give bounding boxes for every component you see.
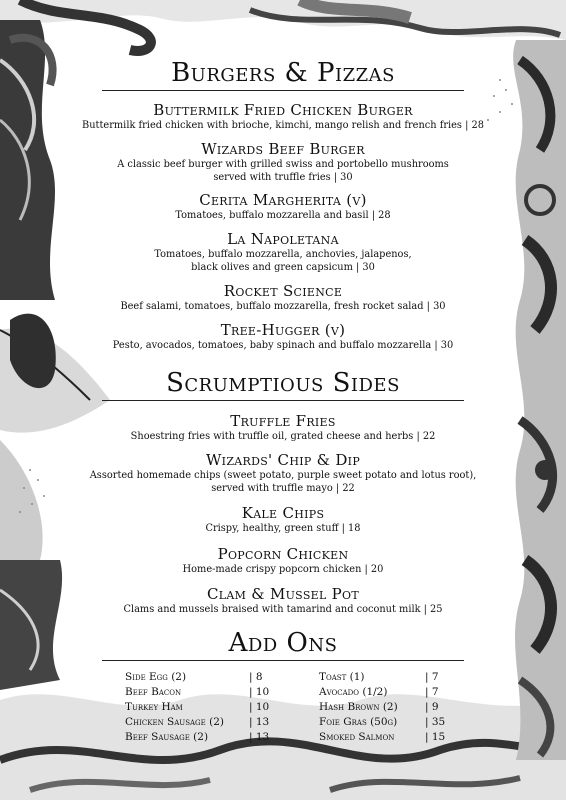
section-divider <box>102 400 464 401</box>
addon-price: | 10 <box>249 701 270 713</box>
addon-row <box>319 715 485 730</box>
menu-item-name: Cerita Margherita (v) <box>199 191 367 209</box>
menu-item <box>60 412 506 443</box>
menu-item-name: Wizards Beef Burger <box>201 140 365 158</box>
addon-name: Hash Brown (2) <box>319 701 398 713</box>
addon-name: Chicken Sausage (2) <box>125 716 224 728</box>
menu-item-description: Tomatoes, buffalo mozzarella, anchovies, jalapenos, <box>154 249 412 260</box>
addon-name: Avocado (1/2) <box>319 686 388 698</box>
menu-item-name: La Napoletana <box>227 230 339 248</box>
menu-item-name: Popcorn Chicken <box>217 545 349 563</box>
menu-item-description: Pesto, avocados, tomatoes, baby spinach and buffalo mozzarella | 30 <box>112 340 454 351</box>
addon-name: Beef Sausage (2) <box>125 731 209 743</box>
menu-item <box>60 191 506 222</box>
menu-item-description: A classic beef burger with grilled swiss and portobello mushrooms <box>117 159 449 170</box>
addon-price: | 10 <box>249 686 270 698</box>
menu-item-name: Buttermilk Fried Chicken Burger <box>153 101 413 119</box>
menu-item <box>60 545 506 576</box>
addon-name: Side Egg (2) <box>125 671 187 683</box>
addon-price: | 13 <box>249 716 270 728</box>
addon-row <box>319 685 485 700</box>
menu-item <box>60 282 506 313</box>
addon-row <box>319 670 485 685</box>
section-title-add-ons: Add Ons <box>228 628 338 658</box>
addon-price: | 7 <box>425 686 439 698</box>
menu-item-name: Clam & Mussel Pot <box>206 585 360 603</box>
menu-item <box>60 101 506 132</box>
menu-item-name: Tree-Hugger (v) <box>220 321 346 339</box>
addon-row <box>125 670 309 685</box>
menu-item-description: Tomatoes, buffalo mozzarella and basil | 28 <box>175 210 391 221</box>
section-divider <box>102 660 464 661</box>
addon-price: | 7 <box>425 671 439 683</box>
menu-item-name: Wizards' Chip & Dip <box>205 451 361 469</box>
menu-item <box>60 321 506 352</box>
menu-item-description: Beef salami, tomatoes, buffalo mozzarella, fresh rocket salad | 30 <box>120 301 446 312</box>
menu-item <box>60 504 506 535</box>
menu-item <box>60 230 506 274</box>
menu-item-description: Shoestring fries with truffle oil, grated cheese and herbs | 22 <box>130 431 436 442</box>
addon-name: Turkey Ham <box>125 701 183 713</box>
menu-item <box>60 451 506 495</box>
menu-item-name: Truffle Fries <box>230 412 336 430</box>
addon-price: | 9 <box>425 701 439 713</box>
addons-left-column <box>125 670 309 745</box>
menu-item-description: Home-made crispy popcorn chicken | 20 <box>182 564 384 575</box>
menu-item-description: black olives and green capsicum | 30 <box>191 262 375 273</box>
menu-item-description: served with truffle mayo | 22 <box>211 483 355 494</box>
section-divider <box>102 90 464 91</box>
section-title-burgers-pizzas: Burgers & Pizzas <box>171 58 395 88</box>
addon-price: | 35 <box>425 716 446 728</box>
addon-row <box>125 730 309 745</box>
menu-item-description: Assorted homemade chips (sweet potato, purple sweet potato and lotus root), <box>89 470 477 481</box>
addons-right-column <box>319 670 485 745</box>
menu-item <box>60 585 506 616</box>
menu-item <box>60 140 506 184</box>
addon-name: Beef Bacon <box>125 686 182 698</box>
section-title-scrumptious-sides: Scrumptious Sides <box>166 368 400 398</box>
menu-item-name: Kale Chips <box>241 504 325 522</box>
menu-item-description: Clams and mussels braised with tamarind and coconut milk | 25 <box>123 604 443 615</box>
addon-row <box>125 685 309 700</box>
menu-item-description: Buttermilk fried chicken with brioche, kimchi, mango relish and french fries | 28 <box>82 120 484 131</box>
addon-name: Foie Gras (50g) <box>319 716 398 728</box>
menu-item-name: Rocket Science <box>223 282 343 300</box>
addon-price: | 15 <box>425 731 446 743</box>
addon-row <box>125 700 309 715</box>
addon-price: | 8 <box>249 671 263 683</box>
addon-name: Toast (1) <box>319 671 365 683</box>
menu-item-description: served with truffle fries | 30 <box>213 172 353 183</box>
addon-row <box>319 730 485 745</box>
addon-price: | 13 <box>249 731 270 743</box>
addon-name: Smoked Salmon <box>319 731 395 743</box>
menu-item-description: Crispy, healthy, green stuff | 18 <box>205 523 361 534</box>
addon-row <box>319 700 485 715</box>
addon-row <box>125 715 309 730</box>
